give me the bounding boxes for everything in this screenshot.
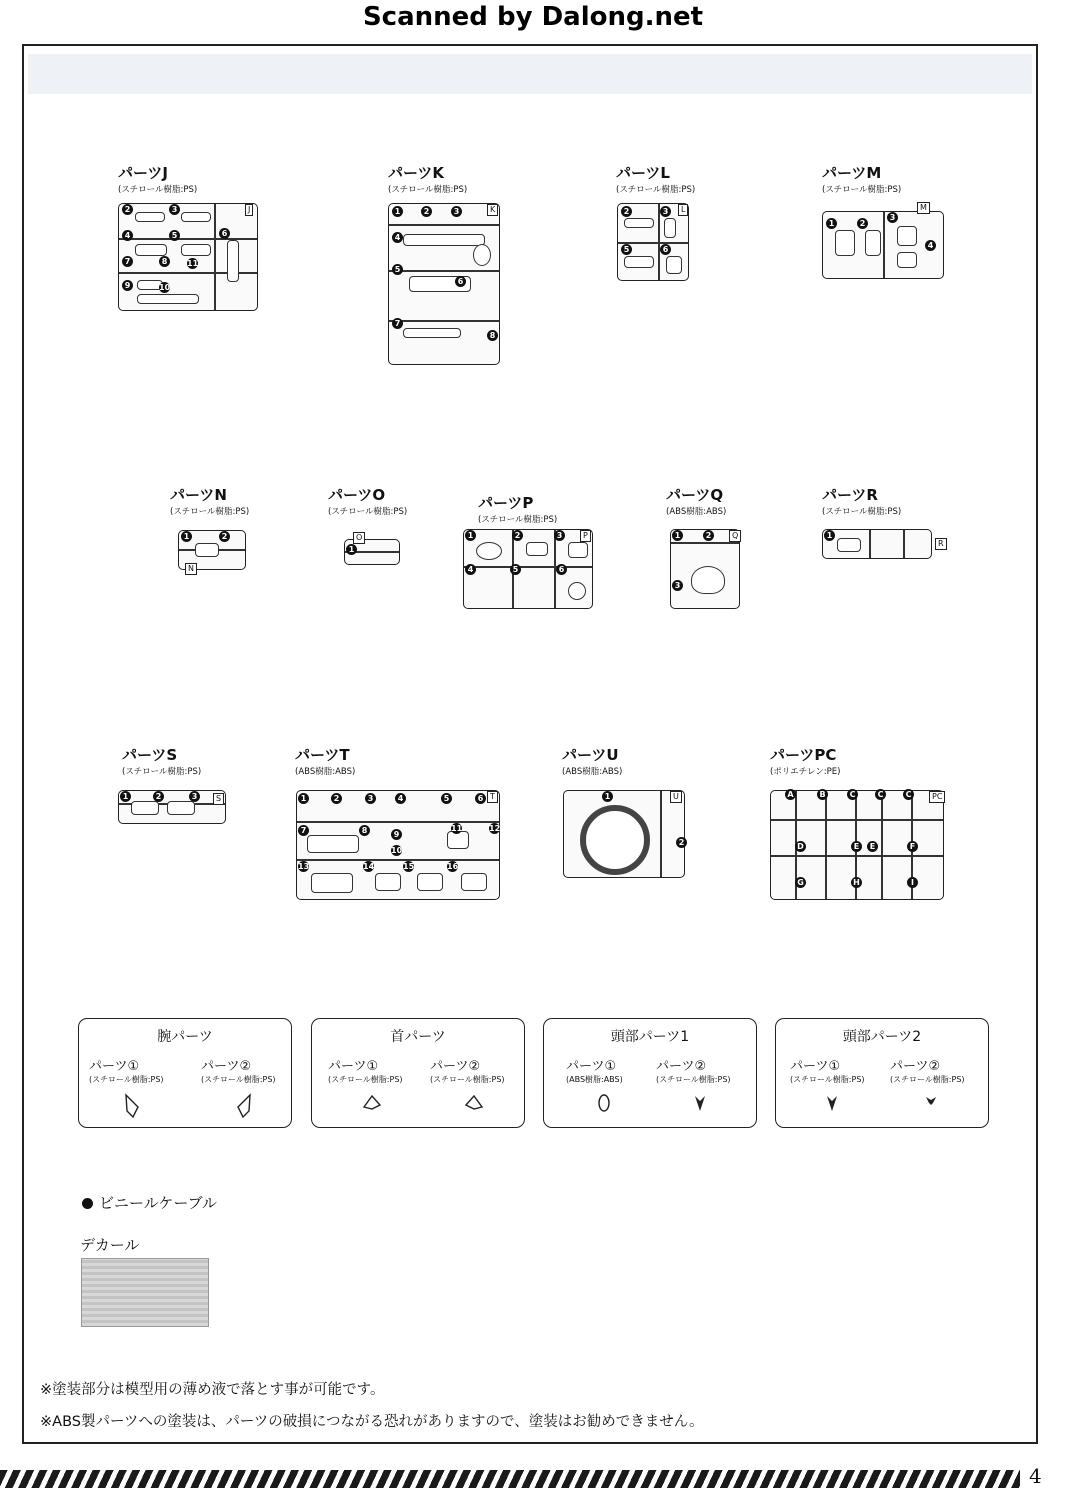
part-number-badge: 11 (451, 824, 463, 833)
part-number-badge: H (851, 877, 862, 888)
sprue-runner (214, 204, 216, 310)
part-number-badge: 4 (395, 793, 406, 804)
part-number-badge: 1 (298, 793, 309, 804)
sprue-piece (624, 256, 654, 268)
sprue-m (822, 203, 944, 279)
show-through-band (28, 54, 1032, 94)
part-number-badge: E (867, 841, 878, 852)
sprue-runner (389, 270, 499, 272)
part-number-badge: 15 (403, 862, 415, 871)
part-material: (ABS樹脂:ABS) (666, 507, 727, 517)
part-number-badge: G (795, 877, 806, 888)
vinyl-cable-text: ビニールケーブル (99, 1194, 218, 1212)
part-number-badge: C (875, 789, 886, 800)
part-o-label (328, 484, 407, 517)
arm-part-2-shape (235, 1093, 253, 1119)
sprue-piece (476, 542, 502, 560)
part-number-badge: 1 (181, 531, 192, 542)
bullet-icon (82, 1198, 93, 1209)
head1-part-1-shape (596, 1093, 612, 1113)
part-number-badge: 1 (392, 206, 403, 217)
sprue-letter: L (678, 204, 688, 216)
decal-label: デカール (80, 1236, 140, 1254)
part-number-badge: 3 (660, 206, 671, 217)
sprue-letter: J (245, 204, 253, 216)
part-material: (ポリエチレン:PE) (770, 767, 841, 777)
part-number-badge: 7 (392, 318, 403, 329)
part-name: パーツS (122, 746, 178, 764)
sprue-piece (137, 294, 199, 304)
part-number-badge: 2 (122, 204, 133, 215)
part-t-label (295, 744, 355, 777)
part-number-badge: C (903, 789, 914, 800)
part-name: パーツJ (118, 164, 168, 182)
part-material: (スチロール樹脂:PS) (478, 515, 558, 525)
part-number-badge: 3 (189, 791, 200, 802)
sprue-piece (181, 244, 211, 256)
sprue-piece (417, 873, 443, 891)
sprue-piece (865, 230, 881, 256)
part-number-badge: 2 (621, 206, 632, 217)
neck-parts-box (311, 1018, 525, 1128)
box-title: 頭部パーツ1 (610, 1029, 690, 1045)
sprue-piece (307, 835, 359, 853)
part-number-badge: 1 (120, 791, 131, 802)
sprue-runner (903, 530, 905, 558)
part-number-badge: D (795, 841, 806, 852)
part-name: パーツ② (890, 1059, 941, 1074)
sprue-runner (883, 212, 885, 278)
part-name: パーツ① (790, 1059, 841, 1074)
sprue-letter: O (353, 532, 365, 544)
sprue-piece (403, 234, 485, 246)
part-number-badge: 3 (887, 212, 898, 223)
part-number-badge: 6 (475, 793, 486, 804)
part-l-label (616, 162, 695, 195)
sprue-n (178, 530, 246, 573)
sprue-piece (311, 873, 353, 893)
part-number-badge: 5 (169, 230, 180, 241)
part-material: (スチロール樹脂:PS) (122, 767, 202, 777)
part-number-badge: 6 (660, 244, 671, 255)
part-number-badge: 3 (451, 206, 462, 217)
part-number-badge: 4 (392, 232, 403, 243)
part-name: パーツN (170, 486, 227, 504)
head-parts-1-box (543, 1018, 757, 1128)
sprue-piece (580, 805, 650, 875)
part-number-badge: 8 (487, 330, 498, 341)
part-number-badge: 6 (219, 228, 230, 239)
part-number-badge: 1 (824, 530, 835, 541)
part-name: パーツ① (566, 1059, 617, 1074)
sprue-s (118, 790, 226, 824)
part-number-badge: 9 (391, 829, 402, 840)
sprue-runner (825, 791, 827, 899)
sprue-runner (869, 530, 871, 558)
sprue-letter: S (213, 793, 224, 805)
sprue-piece (403, 328, 461, 338)
page-number: 4 (1029, 1464, 1042, 1488)
sprue-piece (181, 212, 211, 222)
sprue-letter: U (670, 791, 682, 803)
sprue-letter: N (185, 563, 197, 575)
part-name: パーツK (388, 164, 445, 182)
part-number-badge: 16 (447, 862, 459, 871)
neck-part-1-shape (362, 1093, 382, 1111)
part-material: (ABS樹脂:ABS) (562, 767, 623, 777)
sprue-letter: M (917, 202, 930, 214)
part-name: パーツ① (328, 1059, 379, 1074)
part-u-label (562, 744, 622, 777)
neck-part-2-shape (464, 1093, 484, 1111)
part-m-label (822, 162, 901, 195)
head2-part-1-shape (824, 1093, 840, 1113)
sprue-piece (461, 873, 487, 891)
part-number-badge: 1 (672, 530, 683, 541)
part-number-badge: 10 (159, 283, 171, 292)
part-material: (スチロール樹脂:PS) (170, 507, 250, 517)
part-number-badge: 2 (676, 837, 687, 848)
sprue-runner (297, 821, 499, 823)
part-n-label (170, 484, 249, 517)
sprue-letter: K (487, 204, 498, 216)
sprue-piece (526, 542, 548, 556)
part-material: (スチロール樹脂:PS) (790, 1075, 865, 1084)
part-number-badge: 1 (826, 218, 837, 229)
part-number-badge: 9 (122, 280, 133, 291)
sprue-l (617, 203, 689, 281)
part-number-badge: 10 (391, 846, 403, 855)
part-number-badge: 11 (187, 259, 199, 268)
part-number-badge: A (785, 789, 796, 800)
sprue-runner (771, 819, 943, 821)
head1-part-2-shape (692, 1093, 708, 1113)
sprue-u (563, 790, 685, 878)
part-material: (スチロール樹脂:PS) (201, 1075, 276, 1084)
part-number-badge: I (907, 877, 918, 888)
watermark: Scanned by Dalong.net (362, 2, 704, 32)
part-s-label (122, 744, 201, 777)
part-name: パーツL (616, 164, 670, 182)
sprue-piece (131, 801, 159, 815)
arm-parts-box (78, 1018, 292, 1128)
sprue-r (822, 529, 944, 559)
part-material: (スチロール樹脂:PS) (328, 507, 408, 517)
vinyl-cable-label (82, 1192, 217, 1213)
part-number-badge: 12 (489, 824, 501, 833)
part-pc-label (770, 744, 840, 777)
part-material: (ABS樹脂:ABS) (295, 767, 356, 777)
sprue-piece (837, 538, 861, 552)
sprue-letter: PC (929, 791, 945, 803)
sprue-piece (167, 801, 195, 815)
sprue-q (670, 529, 740, 609)
part-name: パーツQ (666, 486, 724, 504)
part-number-badge: 1 (465, 530, 476, 541)
part-number-badge: 8 (159, 256, 170, 267)
sprue-piece (664, 218, 676, 238)
part-number-badge: 8 (359, 825, 370, 836)
sprue-piece (473, 244, 491, 266)
part-material: (スチロール樹脂:PS) (328, 1075, 403, 1084)
part-number-badge: 5 (441, 793, 452, 804)
sprue-runner (297, 859, 499, 861)
sprue-letter: Q (729, 530, 741, 542)
sprue-piece (897, 252, 917, 268)
part-number-badge: C (847, 789, 858, 800)
sprue-piece (897, 226, 917, 246)
part-name: パーツ② (656, 1059, 707, 1074)
part-number-badge: 2 (512, 530, 523, 541)
part-number-badge: 2 (153, 791, 164, 802)
part-name: パーツU (562, 746, 619, 764)
part-name: パーツO (328, 486, 386, 504)
part-j-label (118, 162, 197, 195)
box-title: 腕パーツ (157, 1029, 213, 1045)
sprue-k (388, 203, 500, 365)
part-number-badge: 6 (455, 276, 466, 287)
part-q-label (666, 484, 726, 517)
part-number-badge: 3 (554, 530, 565, 541)
part-number-badge: 7 (122, 256, 133, 267)
sprue-piece (195, 543, 219, 557)
part-number-badge: B (817, 789, 828, 800)
sprue-letter: R (935, 538, 947, 550)
sprue-piece (568, 582, 586, 600)
sprue-piece (691, 566, 725, 594)
part-name: パーツT (295, 746, 350, 764)
part-name: パーツ① (89, 1059, 140, 1074)
head2-part-2-shape (924, 1093, 938, 1107)
part-r-label (822, 484, 901, 517)
sprue-letter: P (580, 530, 591, 542)
part-number-badge: F (907, 841, 918, 852)
part-number-badge: 5 (510, 564, 521, 575)
sprue-runner (389, 320, 499, 322)
part-name: パーツP (478, 494, 534, 512)
sprue-runner (671, 542, 739, 544)
part-number-badge: 3 (365, 793, 376, 804)
sprue-piece (835, 230, 855, 256)
box-title: 頭部パーツ2 (842, 1029, 922, 1045)
part-material: (スチロール樹脂:PS) (656, 1075, 731, 1084)
arm-part-1-shape (123, 1093, 141, 1119)
sprue-j (118, 203, 258, 311)
sprue-runner (658, 204, 660, 280)
part-name: パーツ② (430, 1059, 481, 1074)
part-number-badge: 3 (672, 580, 683, 591)
part-name: パーツPC (770, 746, 837, 764)
part-name: パーツM (822, 164, 882, 182)
part-number-badge: 4 (925, 240, 936, 251)
part-material: (スチロール樹脂:PS) (616, 185, 696, 195)
part-number-badge: 6 (556, 564, 567, 575)
part-material: (スチロール樹脂:PS) (89, 1075, 164, 1084)
part-number-badge: 5 (392, 264, 403, 275)
part-name: パーツ② (201, 1059, 252, 1074)
sprue-runner (618, 242, 688, 244)
part-material: (スチロール樹脂:PS) (822, 185, 902, 195)
sprue-letter: T (487, 791, 498, 803)
sprue-runner (389, 224, 499, 226)
part-material: (スチロール樹脂:PS) (822, 507, 902, 517)
sprue-piece (227, 240, 239, 282)
part-k-label (388, 162, 467, 195)
part-number-badge: 1 (346, 544, 357, 555)
part-number-badge: 13 (298, 862, 310, 871)
part-number-badge: 2 (703, 530, 714, 541)
part-number-badge: 1 (602, 791, 613, 802)
footer-stripe (0, 1470, 1020, 1488)
sprue-runner (771, 855, 943, 857)
sprue-piece (375, 873, 401, 891)
part-number-badge: 2 (219, 531, 230, 542)
part-number-badge: 2 (331, 793, 342, 804)
note-abs-painting: ※ABS製パーツへの塗装は、パーツの破損につながる恐れがありますので、塗装はお勧めできません。 (40, 1414, 704, 1430)
decal-sheet-image (81, 1258, 209, 1327)
head-parts-2-box (775, 1018, 989, 1128)
sprue-t (296, 790, 500, 900)
part-number-badge: 5 (621, 244, 632, 255)
part-material: (スチロール樹脂:PS) (430, 1075, 505, 1084)
note-thinner: ※塗装部分は模型用の薄め液で落とす事が可能です。 (40, 1382, 385, 1398)
part-p-label (478, 492, 557, 525)
sprue-runner (881, 791, 883, 899)
sprue-runner (660, 791, 662, 877)
sprue-runner (464, 566, 592, 568)
part-number-badge: 4 (122, 230, 133, 241)
part-number-badge: 3 (169, 204, 180, 215)
part-material: (スチロール樹脂:PS) (118, 185, 198, 195)
part-number-badge: 14 (363, 862, 375, 871)
part-name: パーツR (822, 486, 878, 504)
part-material: (スチロール樹脂:PS) (890, 1075, 965, 1084)
sprue-piece (135, 212, 165, 222)
sprue-p (463, 529, 593, 609)
sprue-o (344, 533, 400, 565)
sprue-piece (666, 256, 682, 274)
sprue-pc (770, 790, 944, 900)
sprue-piece (624, 218, 654, 228)
part-number-badge: 7 (298, 825, 309, 836)
sprue-piece (135, 244, 167, 256)
part-number-badge: 2 (857, 218, 868, 229)
part-material: (スチロール樹脂:PS) (388, 185, 468, 195)
part-number-badge: 4 (465, 564, 476, 575)
part-number-badge: 2 (421, 206, 432, 217)
part-number-badge: E (851, 841, 862, 852)
box-title: 首パーツ (390, 1029, 446, 1045)
sprue-piece (568, 542, 588, 558)
part-material: (ABS樹脂:ABS) (566, 1075, 623, 1084)
